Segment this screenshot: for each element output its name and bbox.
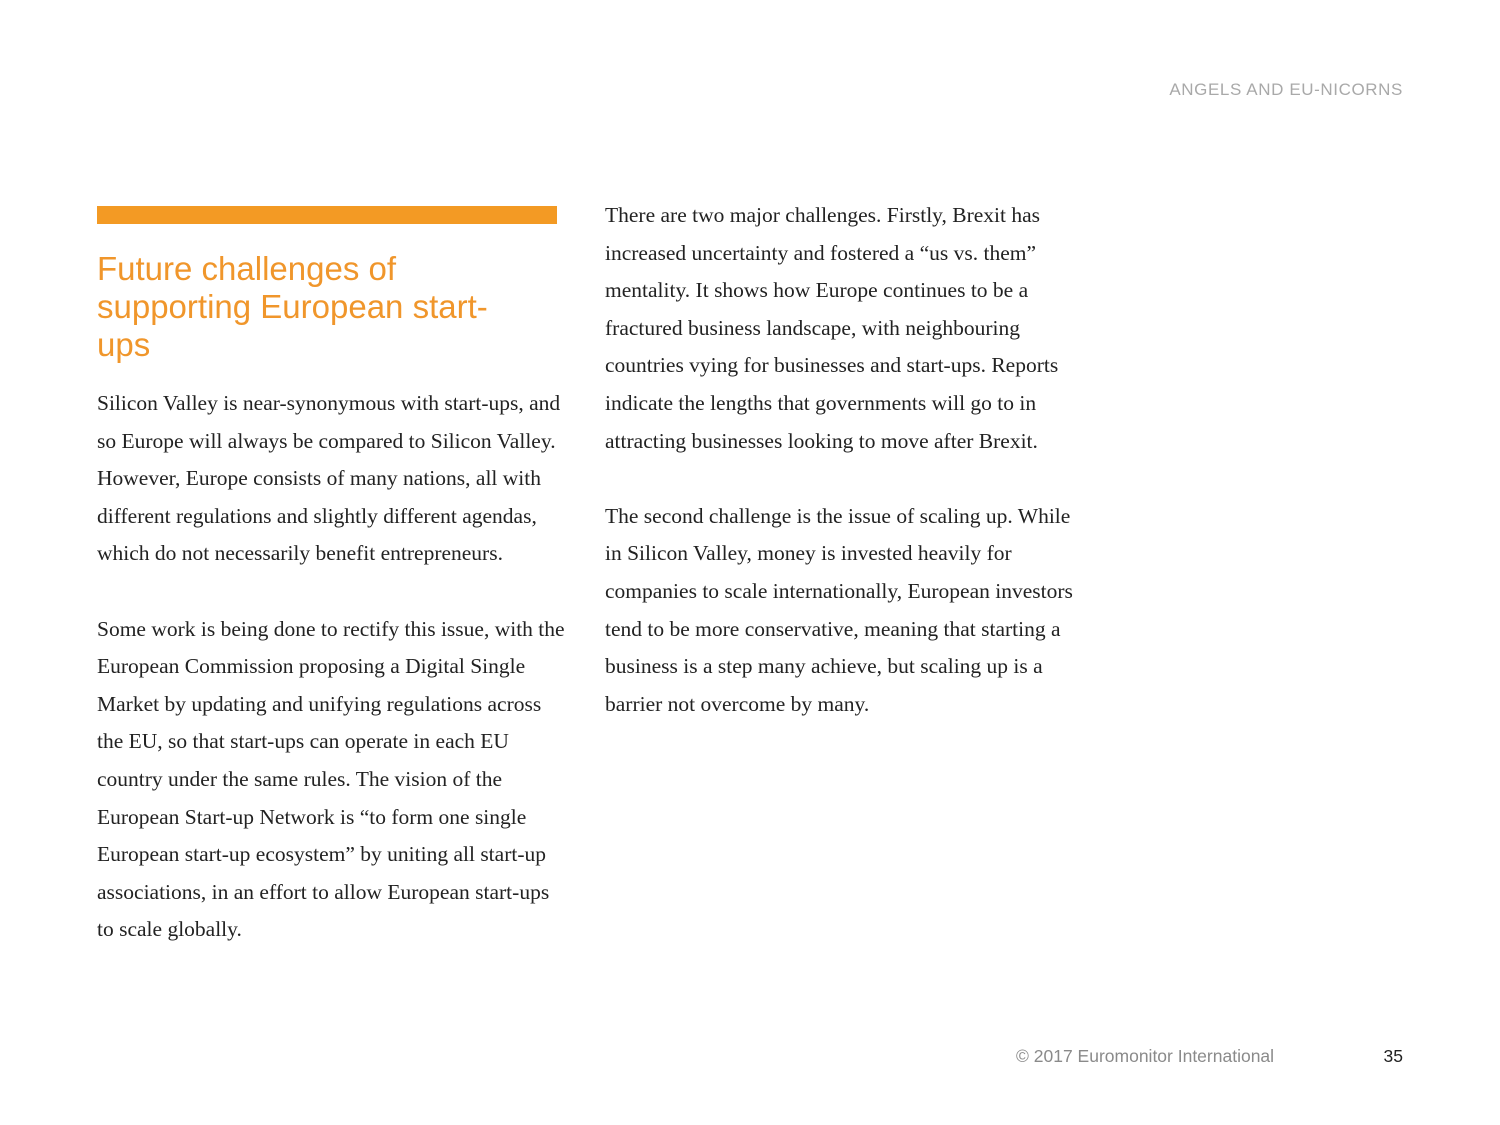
- body-paragraph: The second challenge is the issue of scaling up. While in Silicon Valley, money is invested heavily for companies to scale internationally, European investors tend to be more conservative, meaning that starting a business is a step many achieve, but scaling up is a barrier not overcome by many.: [605, 503, 1073, 716]
- footer-copyright: © 2017 Euromonitor International: [1016, 1046, 1275, 1066]
- body-paragraph: There are two major challenges. Firstly, Brexit has increased uncertainty and fostered a “us vs. them” mentality. It shows how Europe continues to be a fractured business landscape, with neighbouring countries vying for businesses and start-ups. Reports indicate the lengths that governments will go to in attracting businesses looking to move after Brexit.: [605, 203, 1059, 453]
- body-paragraph: Some work is being done to rectify this issue, with the European Commission proposing a Digital Single Market by updating and unifying regulations across the EU, so that start-ups can operate in each EU country under the same rules. The vision of the European Start-up Network is “to form one single European start-up ecosystem” by uniting all start-up associations, in an effort to allow European start-ups to scale globally.: [97, 616, 565, 942]
- running-header: ANGELS AND EU-NICORNS: [1169, 80, 1403, 99]
- left-text-column: [97, 385, 567, 987]
- body-paragraph: Silicon Valley is near-synonymous with start-ups, and so Europe will always be compared to Silicon Valley. However, Europe consists of many nations, all with different regulations and slightly different agendas, which do not necessarily benefit entrepreneurs.: [97, 391, 561, 566]
- section-accent-bar: [97, 206, 557, 224]
- page-number: 35: [1383, 1046, 1403, 1066]
- section-title: Future challenges of supporting European start-ups: [97, 250, 488, 363]
- right-text-column: [605, 197, 1075, 761]
